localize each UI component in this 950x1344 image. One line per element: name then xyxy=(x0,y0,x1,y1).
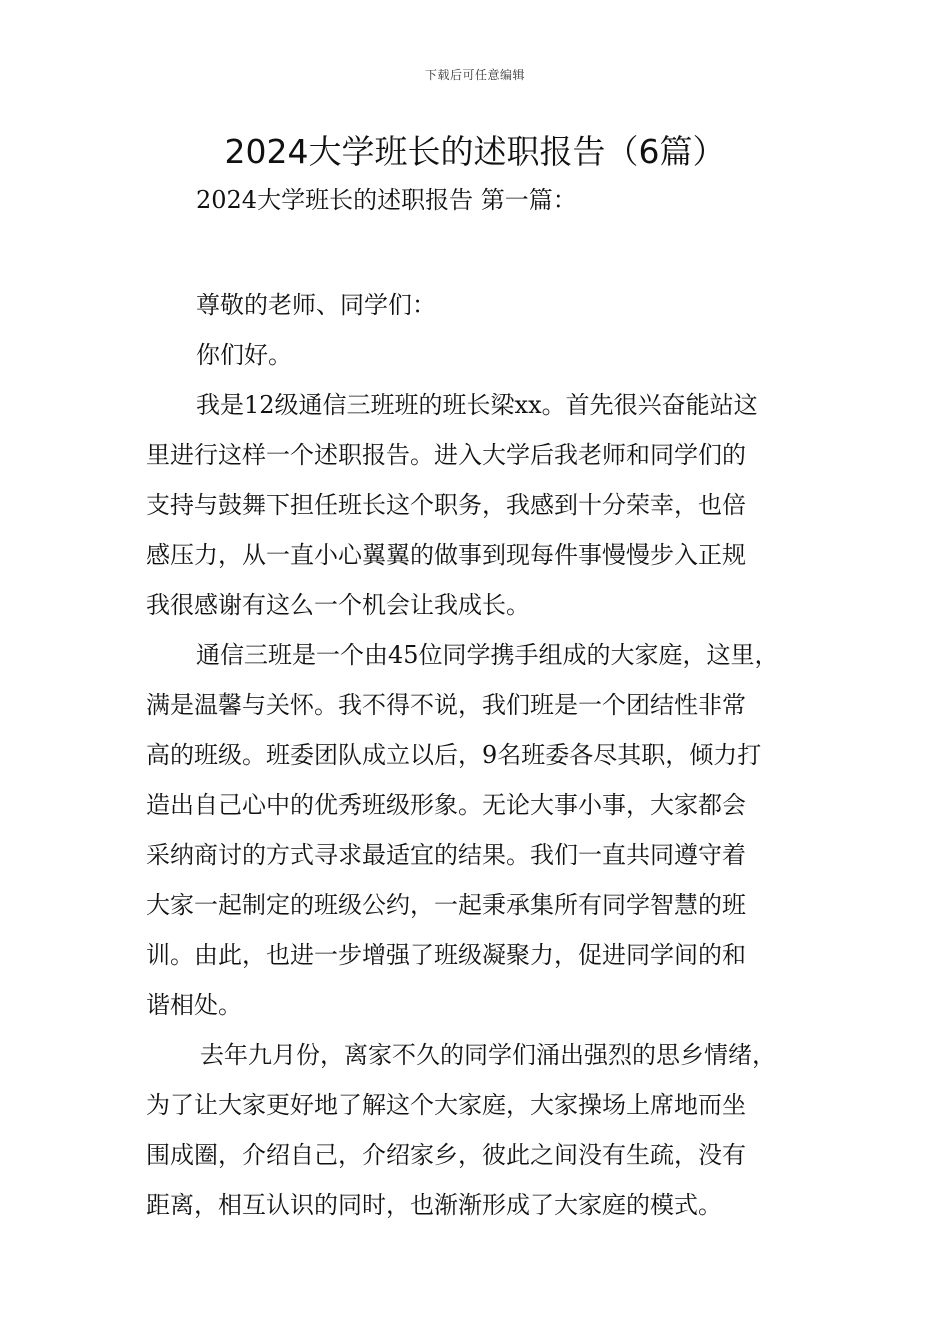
paragraph-line: 我很感谢有这么一个机会让我成长。 xyxy=(146,591,530,619)
section-heading: 2024大学班长的述职报告 第一篇： xyxy=(196,186,577,214)
paragraph-line: 去年九月份，离家不久的同学们涌出强烈的思乡情绪， xyxy=(200,1041,776,1069)
paragraph-line: 支持与鼓舞下担任班长这个职务，我感到十分荣幸，也倍 xyxy=(146,491,746,519)
document-title: 2024大学班长的述职报告（6篇） xyxy=(224,132,726,171)
paragraph-line: 高的班级。班委团队成立以后，9名班委各尽其职，倾力打 xyxy=(146,741,762,769)
document-body xyxy=(146,280,836,1230)
paragraph-line: 满是温馨与关怀。我不得不说，我们班是一个团结性非常 xyxy=(146,691,746,719)
paragraph-line: 大家一起制定的班级公约，一起秉承集所有同学智慧的班 xyxy=(146,891,746,919)
greeting: 你们好。 xyxy=(196,341,292,369)
paragraph-1 xyxy=(146,380,836,630)
paragraph-line: 距离，相互认识的同时，也渐渐形成了大家庭的模式。 xyxy=(146,1191,722,1219)
paragraph-line: 围成圈，介绍自己，介绍家乡，彼此之间没有生疏，没有 xyxy=(146,1141,746,1169)
paragraph-line: 通信三班是一个由45位同学携手组成的大家庭，这里， xyxy=(196,641,779,669)
paragraph-line: 谐相处。 xyxy=(146,991,242,1019)
paragraph-line: 造出自己心中的优秀班级形象。无论大事小事，大家都会 xyxy=(146,791,746,819)
paragraph-3 xyxy=(146,1030,836,1230)
paragraph-line: 我是12级通信三班班的班长梁xx。首先很兴奋能站这 xyxy=(196,391,758,419)
paragraph-line: 为了让大家更好地了解这个大家庭，大家操场上席地而坐 xyxy=(146,1091,746,1119)
paragraph-line: 采纳商讨的方式寻求最适宜的结果。我们一直共同遵守着 xyxy=(146,841,746,869)
paragraph-2 xyxy=(146,630,836,1030)
paragraph-line: 感压力，从一直小心翼翼的做事到现每件事慢慢步入正规 xyxy=(146,541,746,569)
salutation: 尊敬的老师、同学们： xyxy=(196,291,436,319)
paragraph-line: 里进行这样一个述职报告。进入大学后我老师和同学们的 xyxy=(146,441,746,469)
header-note: 下载后可任意编辑 xyxy=(424,68,525,82)
paragraph-line: 训。由此，也进一步增强了班级凝聚力，促进同学间的和 xyxy=(146,941,746,969)
